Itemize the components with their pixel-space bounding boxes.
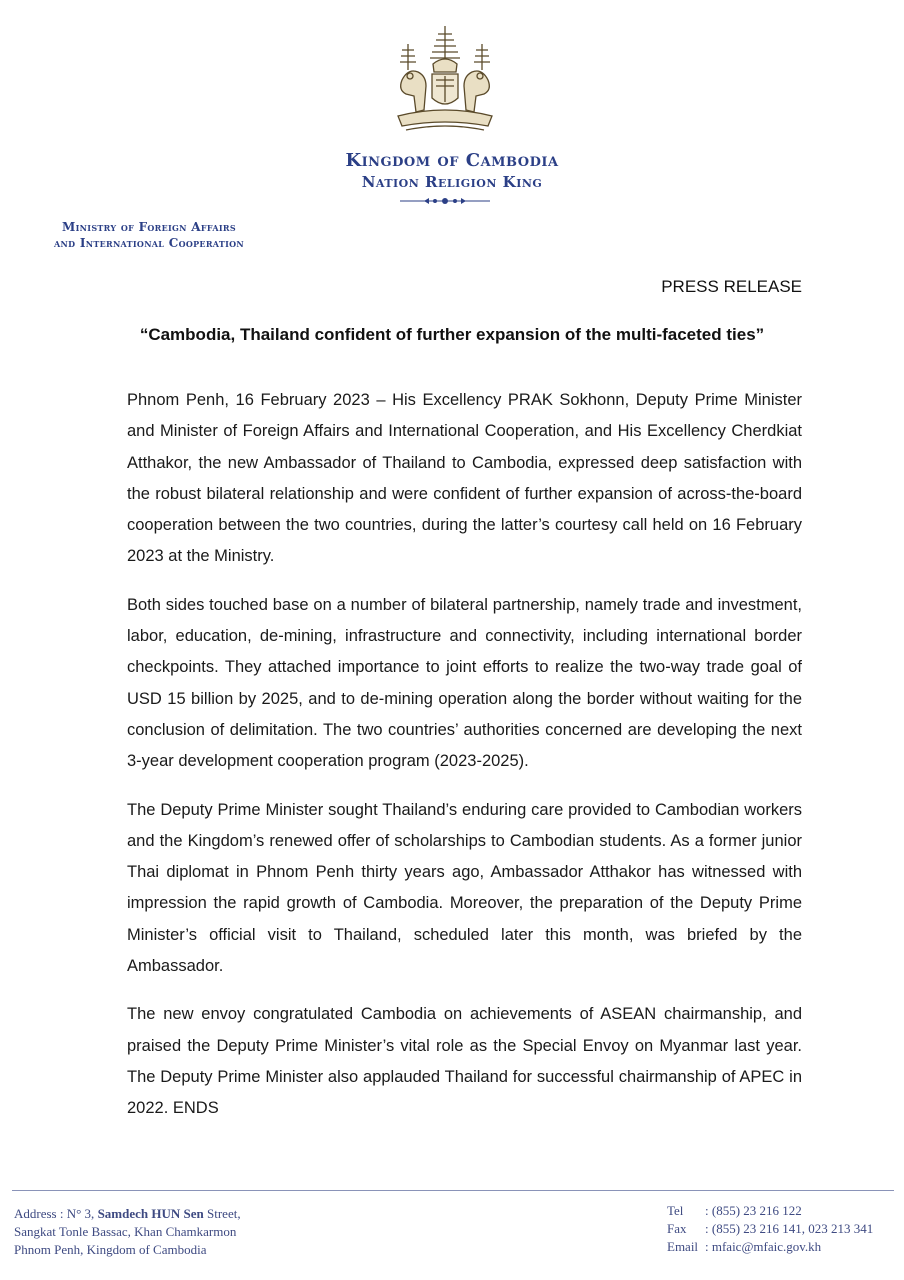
- email-value[interactable]: : mfaic@mfaic.gov.kh: [705, 1239, 822, 1254]
- footer-address: [14, 1205, 241, 1259]
- address-line-1: [14, 1205, 241, 1223]
- paragraph: The new envoy congratulated Cambodia on achievements of ASEAN chairmanship, and praised the Deputy Prime Minister’s vital role as the Special Envoy on Myanmar last year. The Deputy Prime Minister also applauded Thailand for successful chairmanship of APEC in 2022. ENDS: [127, 1005, 802, 1118]
- body-text: [127, 385, 802, 1142]
- royal-coat-of-arms-icon: [386, 24, 504, 136]
- fax-label: Fax: [667, 1221, 687, 1236]
- address-line-2: Sangkat Tonle Bassac, Khan Chamkarmon: [14, 1224, 237, 1239]
- footer-contact: [667, 1202, 873, 1256]
- address-line-3: Phnom Penh, Kingdom of Cambodia: [14, 1242, 207, 1257]
- national-motto: Nation Religion King: [361, 173, 543, 191]
- paragraph: Both sides touched base on a number of bilateral partnership, namely trade and investment, labor, education, de-mining, infrastructure and connectivity, including international border checkpoints. They attached importance to joint efforts to realize the two-way trade goal of USD 15 billion by 2025, and to de-mining operation along the border without waiting for the conclusion of delimitation. The two countries’ authorities concerned are developing the next 3-year development cooperation program (2023-2025).: [127, 595, 802, 771]
- headline: “Cambodia, Thailand confident of further expansion of the multi-faceted ties”: [139, 325, 765, 344]
- fax-value: : (855) 23 216 141, 023 213 341: [705, 1221, 874, 1236]
- ministry-name: [14, 219, 284, 251]
- tel-value: : (855) 23 216 122: [705, 1203, 802, 1218]
- email-row: [667, 1238, 873, 1256]
- kingdom-title: Kingdom of Cambodia: [345, 150, 559, 171]
- fax-row: [667, 1220, 873, 1238]
- paragraph: Phnom Penh, 16 February 2023 – His Excellency PRAK Sokhonn, Deputy Prime Minister and Minister of Foreign Affairs and International Cooperation, and His Excellency Cherdkiat Atthakor, the new Ambassador of Thailand to Cambodia, expressed deep satisfaction with the robust bilateral relationship and were confident of further expansion of across-the-board cooperation between the two countries, during the latter’s courtesy call held on 16 February 2023 at the Ministry.: [127, 391, 802, 566]
- email-label: Email: [667, 1239, 699, 1254]
- ministry-line-2: and International Cooperation: [53, 236, 245, 250]
- address-street-suffix: Street,: [203, 1206, 241, 1221]
- ministry-line-1: Ministry of Foreign Affairs: [62, 220, 236, 234]
- tel-row: [667, 1202, 873, 1220]
- tel-label: Tel: [667, 1203, 684, 1218]
- document-label: PRESS RELEASE: [661, 277, 802, 296]
- paragraph: The Deputy Prime Minister sought Thailand’s enduring care provided to Cambodian workers and the Kingdom’s renewed offer of scholarships to Cambodian students. As a former junior Thai diplomat in Phnom Penh thirty years ago, Ambassador Atthakor has witnessed with impression the rapid growth of Cambodia. Moreover, the preparation of the Deputy Prime Minister’s official visit to Thailand, scheduled later this month, was briefed by the Ambassador.: [127, 800, 802, 976]
- address-street: Samdech HUN Sen: [97, 1206, 204, 1221]
- ornament-divider-icon: [400, 196, 490, 206]
- address-prefix: Address : N° 3,: [14, 1206, 98, 1221]
- footer-divider: [12, 1190, 894, 1191]
